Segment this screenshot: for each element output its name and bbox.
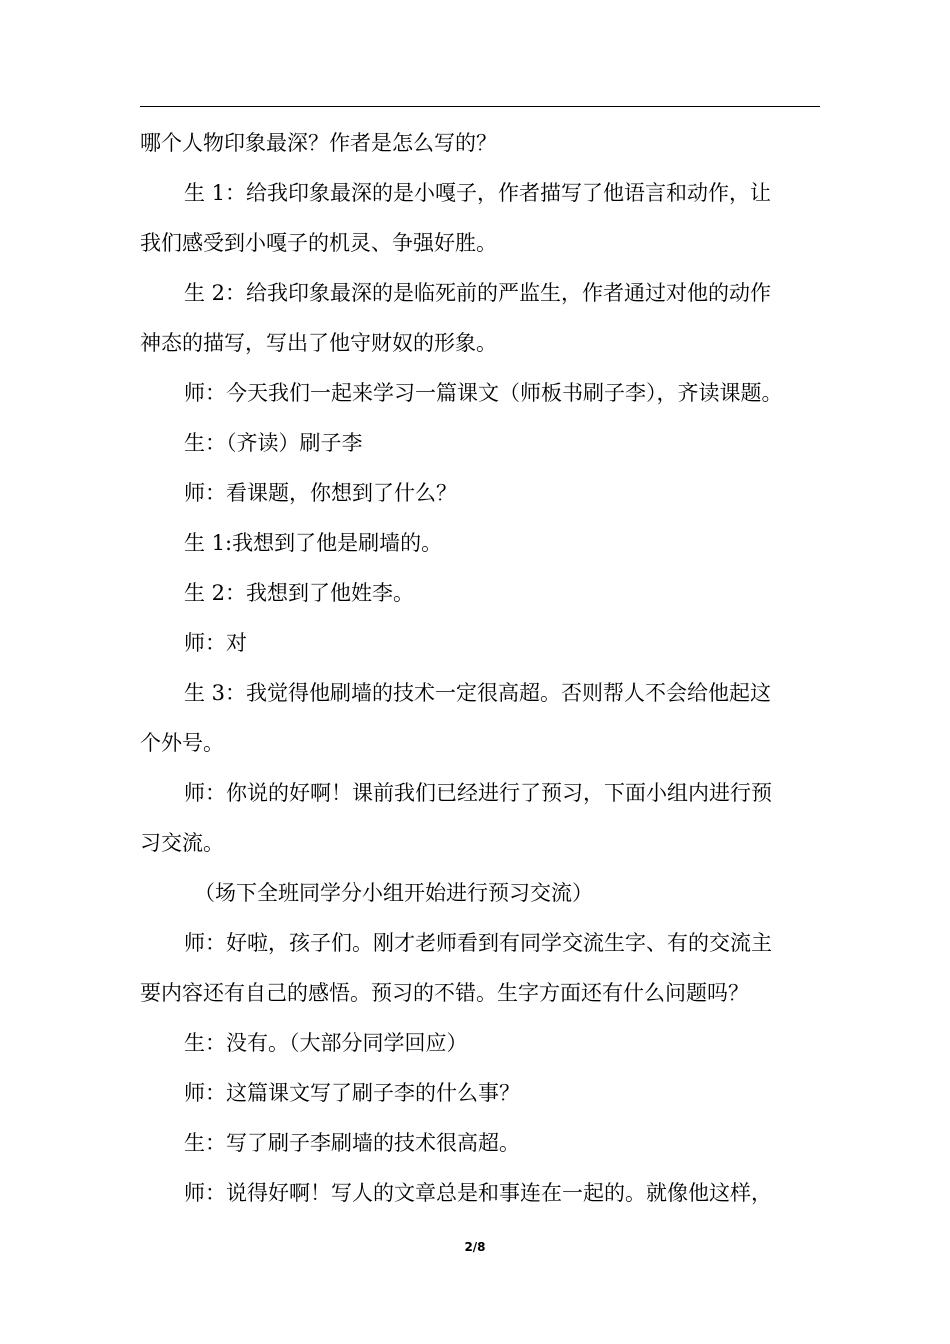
text-line: 我们感受到小嘎子的机灵、争强好胜。	[140, 231, 497, 255]
header-rule	[140, 106, 820, 107]
text-line: 要内容还有自己的感悟。预习的不错。生字方面还有什么问题吗？	[140, 981, 749, 1005]
document-body	[140, 118, 830, 1218]
text-line: 哪个人物印象最深？作者是怎么写的？	[140, 131, 497, 155]
text-line: 师：说得好啊！写人的文章总是和事连在一起的。就像他这样，	[184, 1181, 772, 1205]
text-line: 生 3：我觉得他刷墙的技术一定很高超。否则帮人不会给他起这	[184, 681, 772, 705]
text-line: 神态的描写，写出了他守财奴的形象。	[140, 331, 497, 355]
text-line: 习交流。	[140, 831, 224, 855]
text-line: 个外号。	[140, 731, 224, 755]
text-line: 师：你说的好啊！课前我们已经进行了预习，下面小组内进行预	[184, 781, 772, 805]
text-line: 师：看课题，你想到了什么？	[184, 481, 457, 505]
text-line: 生 1：给我印象最深的是小嘎子，作者描写了他语言和动作，让	[184, 181, 772, 205]
text-line: 师：这篇课文写了刷子李的什么事？	[184, 1081, 520, 1105]
text-line: 生 2：我想到了他姓李。	[184, 581, 415, 605]
text-line: （场下全班同学分小组开始进行预习交流）	[194, 881, 593, 905]
text-line: 师：今天我们一起来学习一篇课文（师板书刷子李），齐读课题。	[184, 381, 783, 405]
text-line: 师：好啦，孩子们。刚才老师看到有同学交流生字、有的交流主	[184, 931, 772, 955]
text-line: 生 2：给我印象最深的是临死前的严监生，作者通过对他的动作	[184, 281, 772, 305]
text-line: 生：没有。（大部分同学回应）	[184, 1031, 468, 1055]
text-line: 生 1:我想到了他是刷墙的。	[184, 531, 443, 555]
page-number: 2/8	[464, 1240, 486, 1254]
text-line: 师：对	[184, 631, 247, 655]
text-line: 生：（齐读）刷子李	[184, 431, 363, 455]
text-line: 生：写了刷子李刷墙的技术很高超。	[184, 1131, 520, 1155]
